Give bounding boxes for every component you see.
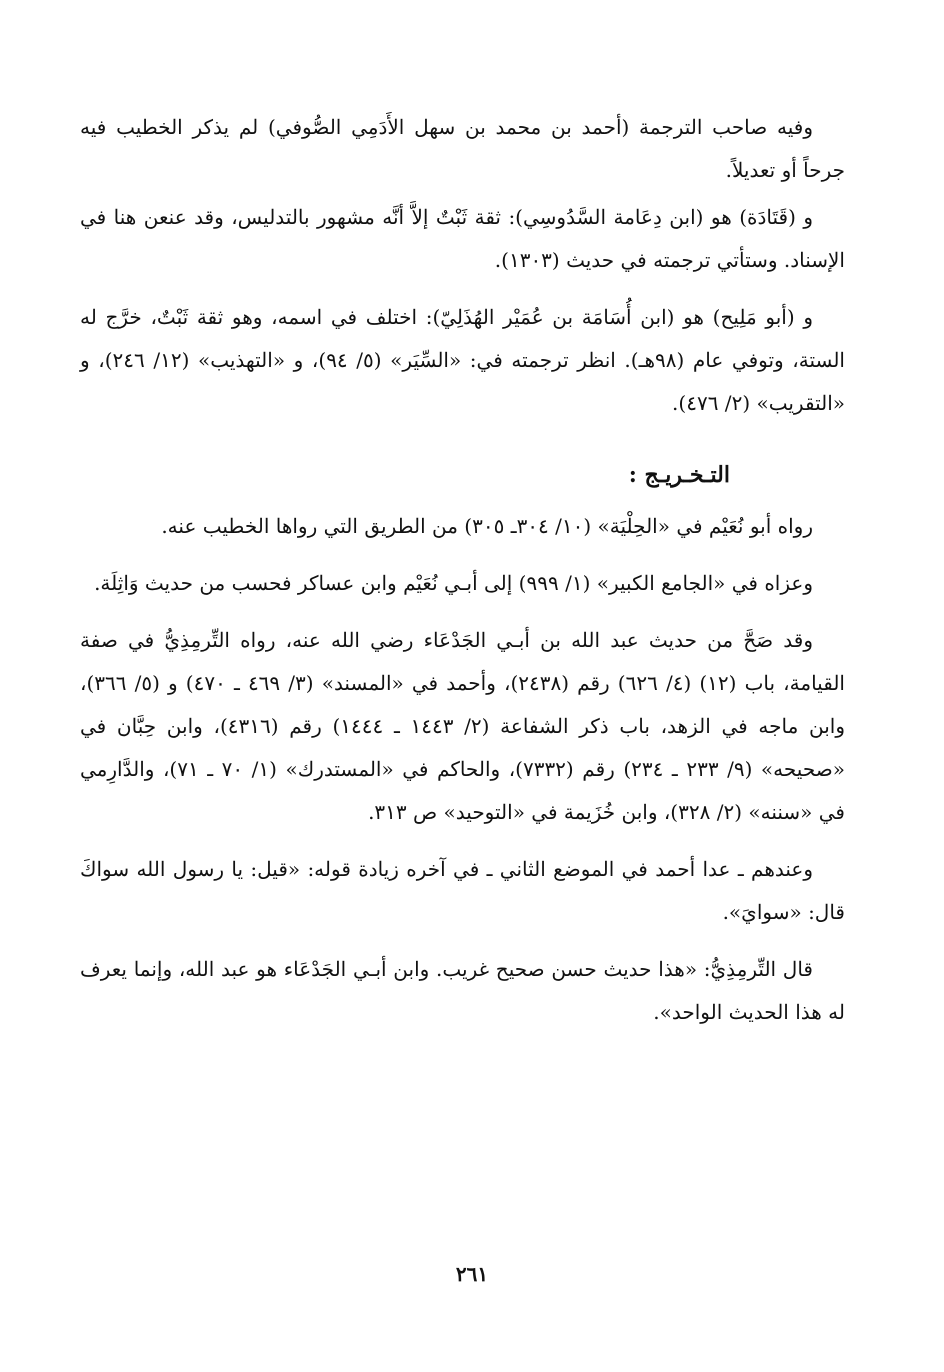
paragraph-ziyada: وعندهم ـ عدا أحمد في الموضع الثاني ـ في آخره زيادة قوله: «قيل: يا رسول الله سواكَ قال: «سوايَ». (80, 857, 845, 924)
page-body (80, 106, 845, 1034)
paragraph-abu-nuaym: رواه أبو نُعَيْم في «الحِلْيَة» (١٠/ ٣٠٤ـ ٣٠٥) من الطريق التي رواها الخطيب عنه. (161, 514, 813, 538)
paragraph-tirmidhi-quote: قال التِّرمِذِيُّ: «هذا حديث حسن صحيح غريب. وابن أبـي الجَدْعَاء هو عبد الله، وإنما يعرف له هذا الحديث الواحد». (80, 957, 845, 1024)
paragraph-qatada: و (قَتَادَة) هو (ابن دِعَامة السَّدُوسِي): ثقة ثَبْتٌ إلاَّ أنَّه مشهور بالتدليس، وقد عنعن هنا في الإسناد. وستأتي ترجمته في حديث (١٣٠٣). (80, 205, 845, 272)
paragraph-sahih-hadith: وقد صَحَّ من حديث عبد الله بن أبـي الجَدْعَاء رضي الله عنه، رواه التِّرمِذِيُّ في صفة القيامة، باب (١٢) (٤/ ٦٢٦) رقم (٢٤٣٨)، وأحمد في «المسند» (٣/ ٤٦٩ ـ ٤٧٠) و (٥/ ٣٦٦)، وابن ماجه في الزهد، باب ذكر الشفاعة (٢/ ١٤٤٣ ـ ١٤٤٤) رقم (٤٣١٦)، وابن حِبَّان في «صحيحه» (٩/ ٢٣٣ ـ ٢٣٤) رقم (٧٣٣٢)، والحاكم في «المستدرك» (١/ ٧٠ ـ ٧١)، والدَّارِمي في «سننه» (٢/ ٣٢٨)، وابن خُزَيمة في «التوحيد» ص ٣١٣. (80, 628, 845, 824)
paragraph-abu-malih: و (أبو مَلِيح) هو (ابن أُسَامَة بن عُمَيْر الهُذَلِيّ): اختلف في اسمه، وهو ثقة ثَبْتٌ، خرَّج له الستة، وتوفي عام (٩٨هـ). انظر ترجمته في: «السِّيَر» (٥/ ٩٤)، و «التهذيب» (١٢/ ٢٤٦)، و «التقريب» (٢/ ٤٧٦). (80, 305, 845, 415)
page-number: ٢٦١ (455, 1262, 489, 1286)
paragraph-jami-kabir: وعزاه في «الجامع الكبير» (١/ ٩٩٩) إلى أبـي نُعَيْم وابن عساكر فحسب من حديث وَاثِلَة. (94, 571, 813, 595)
takhrij-heading: التـخـريـج : (628, 462, 730, 488)
paragraph-translation-note: وفيه صاحب الترجمة (أحمد بن محمد بن سهل الأَدَمِي الصُّوفي) لم يذكر الخطيب فيه جرحاً أو تعديلاً. (80, 115, 845, 182)
